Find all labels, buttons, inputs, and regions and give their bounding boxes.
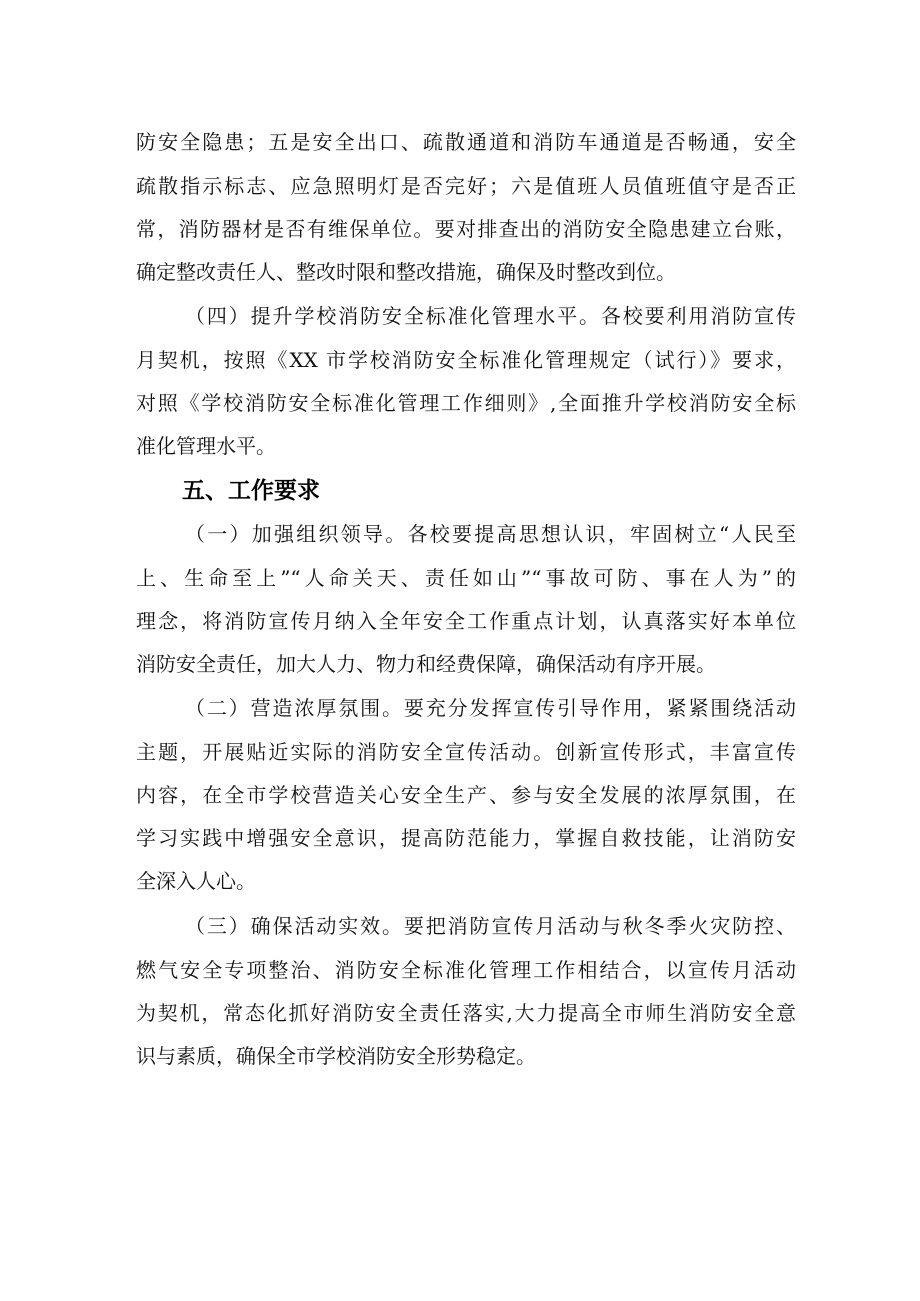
section-heading: 五、工作要求 <box>182 478 320 504</box>
text-line: 燃气安全专项整治、消防安全标准化管理工作相结合，以宣传月活动 <box>136 958 796 982</box>
text-line: 全深入人心。 <box>136 869 256 893</box>
text-line: 识与素质，确保全市学校消防安全形势稳定。 <box>136 1044 536 1068</box>
text-line: 确定整改责任人、整改时限和整改措施，确保及时整改到位。 <box>136 260 676 284</box>
text-line: 月契机，按照《XX 市学校消防安全标准化管理规定（试行）》要求， <box>136 348 796 372</box>
text-line: 理念，将消防宣传月纳入全年安全工作重点计划，认真落实好本单位 <box>136 609 796 633</box>
text-line: 为契机，常态化抓好消防安全责任落实,大力提高全市师生消防安全意 <box>136 1001 796 1025</box>
text-line: 主题，开展贴近实际的消防安全宣传活动。创新宣传形式，丰富宣传 <box>136 740 796 764</box>
text-line: 消防安全责任，加大人力、物力和经费保障，确保活动有序开展。 <box>136 652 716 676</box>
text-line: （三）确保活动实效。要把消防宣传月活动与秋冬季火灾防控、 <box>185 914 796 938</box>
text-line: （四）提升学校消防安全标准化管理水平。各校要利用消防宣传 <box>185 304 796 328</box>
text-line: 防安全隐患；五是安全出口、疏散通道和消防车通道是否畅通，安全 <box>136 130 796 154</box>
text-line: 内容，在全市学校营造关心安全生产、参与安全发展的浓厚氛围，在 <box>136 783 796 807</box>
text-line: 上、生命至上”“人命关天、责任如山”“事故可防、事在人为”的 <box>136 566 796 590</box>
text-line: 常，消防器材是否有维保单位。要对排查出的消防安全隐患建立台账， <box>136 217 796 241</box>
text-line: 对照《学校消防安全标准化管理工作细则》,全面推升学校消防安全标 <box>136 391 796 415</box>
text-line: 学习实践中增强安全意识，提高防范能力，掌握自救技能，让消防安 <box>136 826 796 850</box>
text-line: 准化管理水平。 <box>136 434 276 458</box>
text-line: （一）加强组织领导。各校要提高思想认识，牢固树立“人民至 <box>185 522 796 546</box>
text-line: （二）营造浓厚氛围。要充分发挥宣传引导作用，紧紧围绕活动 <box>185 696 796 720</box>
text-line: 疏散指示标志、应急照明灯是否完好；六是值班人员值班值守是否正 <box>136 174 796 198</box>
